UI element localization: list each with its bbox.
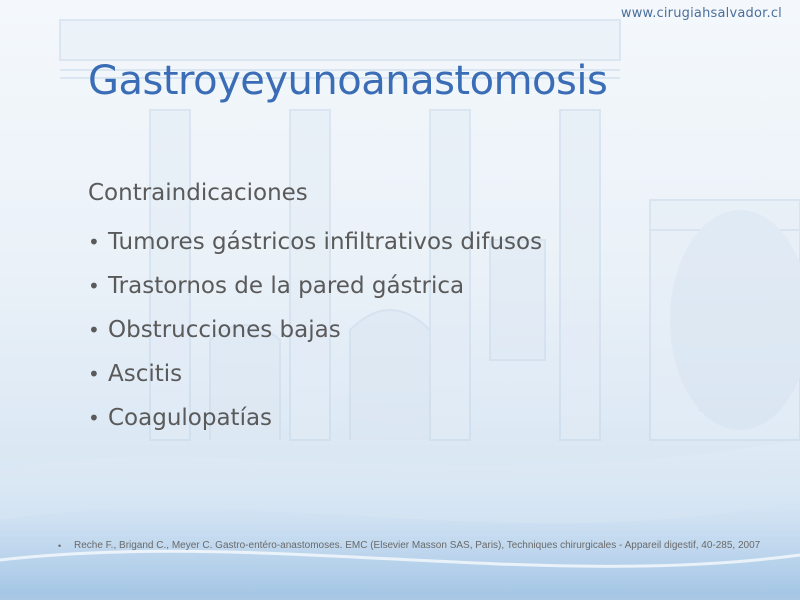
list-item-text: Tumores gástricos infiltrativos difusos — [108, 229, 543, 255]
reference-footnote — [58, 540, 778, 552]
subheading-contraindicaciones: Contraindicaciones — [88, 180, 308, 206]
list-item — [88, 264, 542, 308]
slide-title: Gastroyeyunoanastomosis — [88, 58, 608, 104]
list-item-text: Coagulopatías — [108, 405, 273, 431]
website-url: www.cirugiahsalvador.cl — [620, 6, 782, 21]
list-item — [88, 352, 542, 396]
list-item-text: Trastornos de la pared gástrica — [108, 273, 465, 299]
bullet-icon: • — [88, 406, 100, 430]
bullet-icon: • — [88, 362, 100, 386]
reference-text: Reche F., Brigand C., Meyer C. Gastro-entéro-anastomoses. EMC (Elsevier Masson SAS, Paris), Techniques chirurgicales - Appareil digestif, 40-285, 2007 — [74, 540, 761, 551]
list-item — [88, 308, 542, 352]
contraindications-list — [88, 220, 542, 440]
bullet-icon: • — [88, 230, 100, 254]
bullet-icon: • — [88, 274, 100, 298]
list-item — [88, 396, 542, 440]
list-item-text: Obstrucciones bajas — [108, 317, 341, 343]
slide-content — [88, 176, 542, 440]
bullet-icon: • — [88, 318, 100, 342]
list-item — [88, 220, 542, 264]
list-item-text: Ascitis — [108, 361, 183, 387]
reference-bullet-icon: • — [58, 541, 62, 551]
